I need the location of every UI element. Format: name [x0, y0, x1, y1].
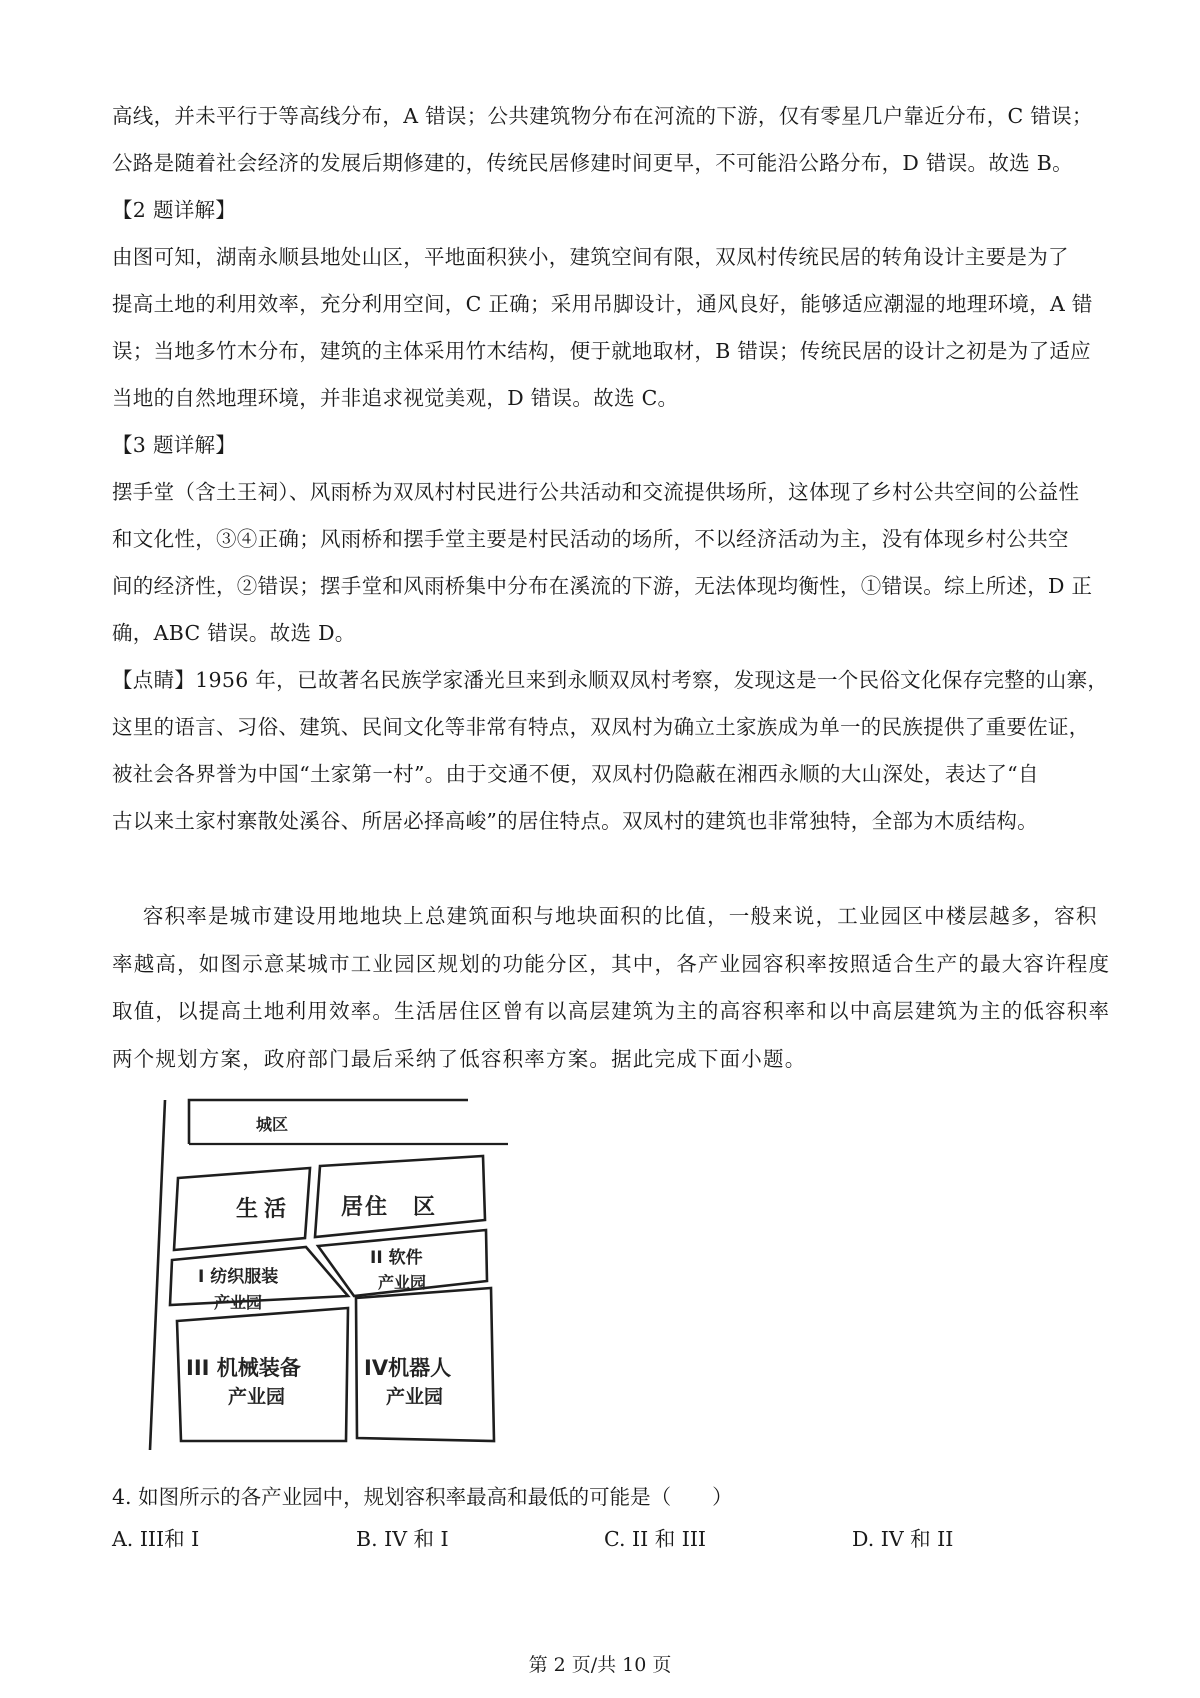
living-label: 居住 区: [341, 1195, 438, 1220]
text-line: 确，ABC 错误。故选 D。: [112, 621, 356, 645]
living-label: 生活: [236, 1197, 293, 1222]
park-label: I 纺织服装: [198, 1267, 279, 1287]
text-line: 提高土地的利用效率，充分利用空间，C 正确；采用吊脚设计，通风良好，能够适应潮湿的地理环境，A 错: [112, 292, 1093, 316]
answer-paragraph: [112, 93, 1102, 187]
text-line: 率越高，如图示意某城市工业园区规划的功能分区，其中，各产业园容积率按照适合生产的最大容许程度: [112, 951, 1111, 976]
text-line: 由图可知，湖南永顺县地处山区，平地面积狭小，建筑空间有限，双凤村传统民居的转角设计主要是为了: [112, 245, 1069, 269]
city-boundary: [189, 1100, 468, 1144]
text-line: 被社会各界誉为中国“土家第一村”。由于交通不便，双凤村仍隐蔽在湘西永顺的大山深处，表达了“自: [112, 762, 1039, 786]
park-label: IV机器人: [364, 1356, 452, 1380]
road-line: [150, 1100, 165, 1450]
q3-paragraph: [112, 469, 1102, 657]
text-line: 【点睛】1956 年，已故著名民族学家潘光旦来到永顺双凤村考察，发现这是一个民俗文化保存完整的山寨，: [112, 668, 1109, 692]
question-stem: [112, 893, 1111, 1083]
park-label: 产业园: [386, 1386, 444, 1408]
text-line: 容积率是城市建设用地地块上总建筑面积与地块面积的比值，一般来说，工业园区中楼层越多，容积: [112, 904, 1098, 928]
text-line: 公路是随着社会经济的发展后期修建的，传统民居修建时间更早，不可能沿公路分布，D 错误。故选 B。: [112, 151, 1073, 175]
text-line: 高线，并未平行于等高线分布，A 错误；公共建筑物分布在河流的下游，仅有零星几户靠近分布，C 错误；: [112, 104, 1093, 128]
park-label: 产业园: [214, 1293, 263, 1312]
answer-options: [112, 1522, 1102, 1552]
text-line: 和文化性，③④正确；风雨桥和摆手堂主要是村民活动的场所，不以经济活动为主，没有体现乡村公共空: [112, 527, 1069, 551]
text-line: 这里的语言、习俗、建筑、民间文化等非常有特点，双凤村为确立土家族成为单一的民族提供了重要佐证，: [112, 715, 1090, 739]
industrial-park-map: [148, 1098, 508, 1453]
text-line: 当地的自然地理环境，并非追求视觉美观，D 错误。故选 C。: [112, 386, 679, 410]
q2-paragraph: [112, 234, 1102, 422]
option-c[interactable]: C. II 和 III: [604, 1527, 707, 1551]
q2-heading: 【2 题详解】: [112, 198, 237, 222]
text-line: 两个规划方案，政府部门最后采纳了低容积率方案。据此完成下面小题。: [112, 1046, 807, 1071]
text-line: 间的经济性，②错误；摆手堂和风雨桥集中分布在溪流的下游，无法体现均衡性，①错误。综上所述，D 正: [112, 574, 1093, 598]
text-line: 取值，以提高土地利用效率。生活居住区曾有以高层建筑为主的高容积率和以中高层建筑为主的低容积率: [112, 999, 1111, 1023]
q3-heading: 【3 题详解】: [112, 433, 237, 457]
park-label: 产业园: [228, 1386, 286, 1408]
question-4: 4. 如图所示的各产业园中，规划容积率最高和最低的可能是（ ）: [112, 1485, 733, 1509]
note-paragraph: [112, 657, 1109, 845]
park-label: 产业园: [378, 1273, 427, 1292]
option-a[interactable]: A. III和 I: [112, 1527, 200, 1551]
text-line: 古以来土家村寨散处溪谷、所居必择高峻”的居住特点。双凤村的建筑也非常独特，全部为木质结构。: [112, 809, 1038, 833]
text-line: 误；当地多竹木分布，建筑的主体采用竹木结构，便于就地取材，B 错误；传统民居的设计之初是为了适应: [112, 339, 1091, 363]
text-line: 摆手堂（含土王祠）、风雨桥为双凤村村民进行公共活动和交流提供场所，这体现了乡村公共空间的公益性: [112, 480, 1080, 504]
option-b[interactable]: B. IV 和 I: [356, 1527, 449, 1551]
park-label: II 软件: [370, 1248, 423, 1268]
park-label: III 机械装备: [186, 1356, 301, 1380]
option-d[interactable]: D. IV 和 II: [852, 1527, 954, 1551]
city-label: 城区: [256, 1115, 289, 1134]
page-footer: 第 2 页/共 10 页: [528, 1654, 672, 1676]
